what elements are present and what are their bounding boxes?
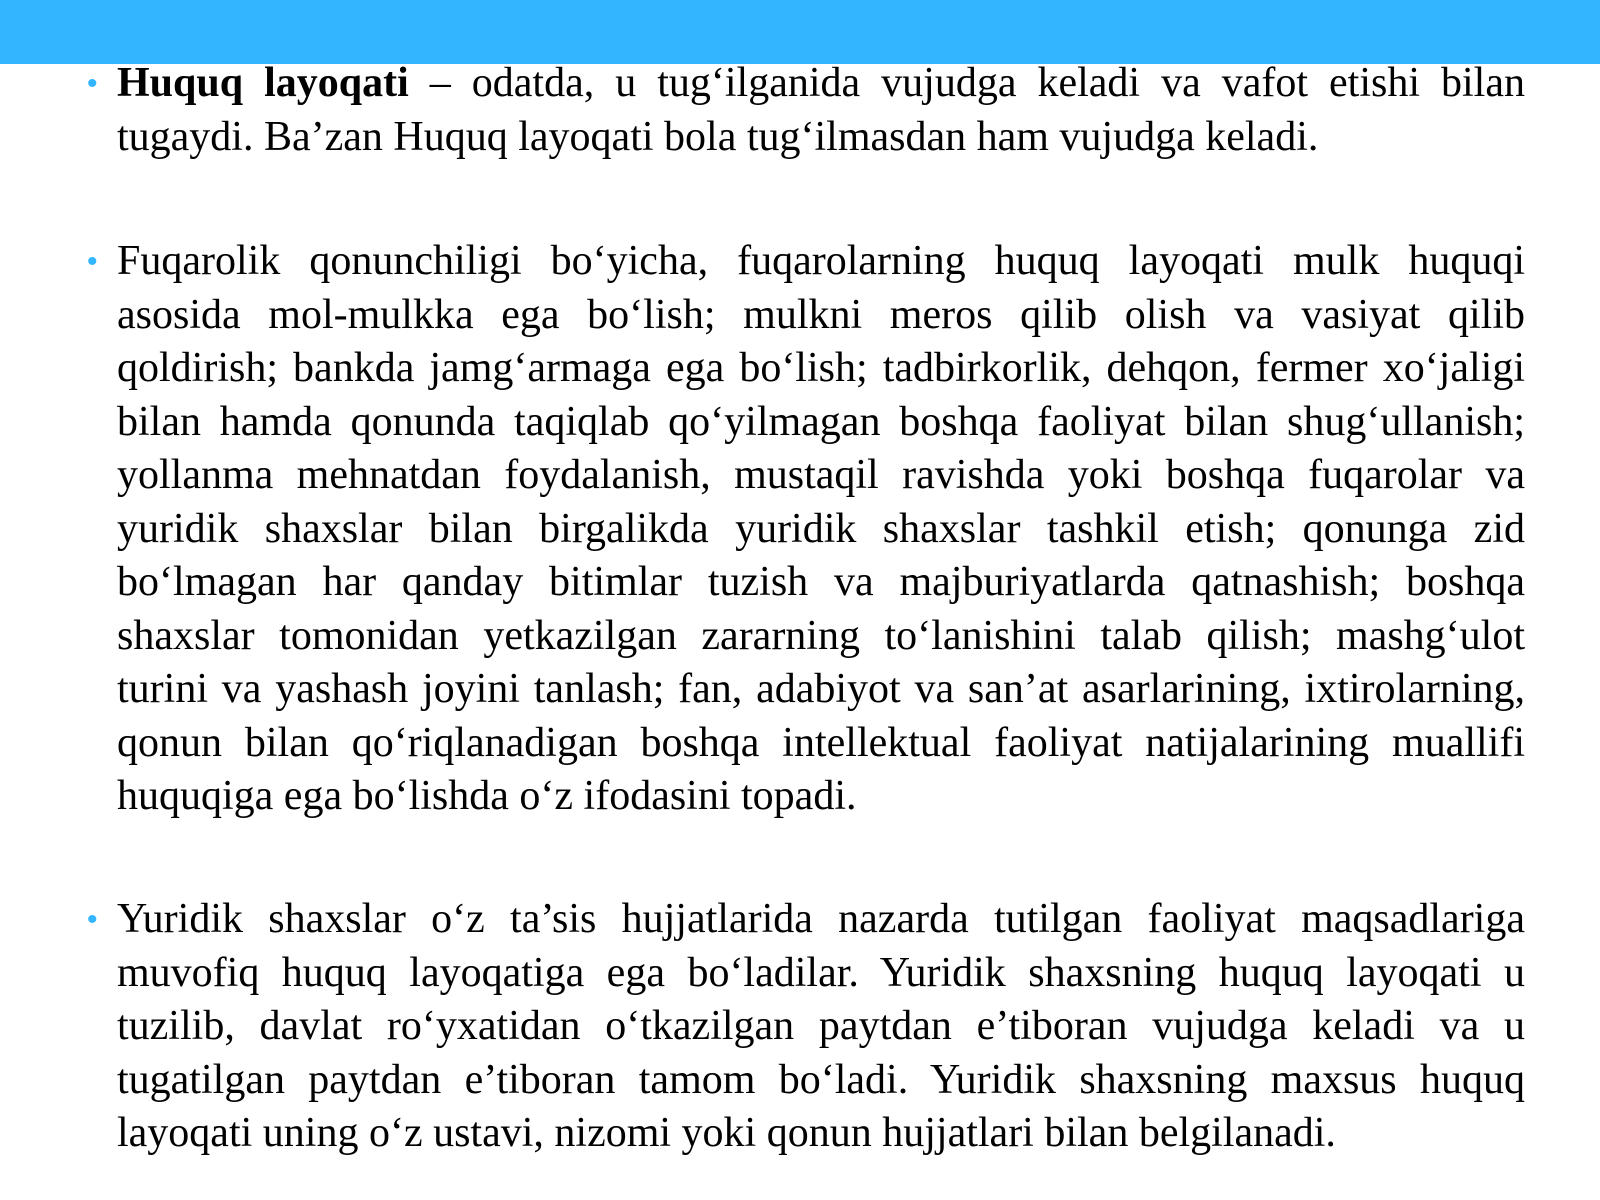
- bullet-icon: •: [87, 903, 98, 936]
- paragraph-text: Fuqarolik qonunchiligi bo‘yicha, fuqarolarning huquq layoqati mulk huquqi asosida mol-mulkka ega bo‘lish; mulkni meros qilib olish va vasiyat qilib qoldirish; bankda jamg‘armaga ega bo‘lish; tadbirkorlik, dehqon, fermer xo‘jaligi bilan hamda qonunda taqiqlab qo‘yilmagan boshqa faoliyat bilan shug‘ullanish; yollanma mehnatdan foydalanish, mustaqil ravishda yoki boshqa fuqarolar va yuridik shaxslar bilan birgalikda yuridik shaxslar tashkil etish; qonunga zid bo‘lmagan har qanday bitimlar tuzish va majburiyatlarda qatnashish; boshqa shaxslar tomonidan yetkazilgan zararning to‘lanishini talab qilish; mashg‘ulot turini va yashash joyini tanlash; fan, adabiyot va san’at asarlarining, ixtirolarning, qonun bilan qo‘riqlanadigan boshqa intellektual faoliyat natijalarining muallifi huquqiga ega bo‘lishda o‘z ifodasini topadi.: [117, 238, 1525, 819]
- bullet-paragraph: [87, 235, 1525, 824]
- bullet-paragraph: [87, 893, 1525, 1161]
- paragraph-text: – odatda, u tug‘ilganida vujudga keladi va vafot etishi bilan tugaydi. Ba’zan Huquq layoqati bola tug‘ilmasdan ham vujudga keladi.: [117, 60, 1525, 160]
- paragraph-text: Yuridik shaxslar o‘z ta’sis hujjatlarida nazarda tutilgan faoliyat maqsadlariga muvofiq huquq layoqatiga ega bo‘ladilar. Yuridik shaxsning huquq layoqati u tuzilib, davlat ro‘yxatidan o‘tkazilgan paytdan e’tiboran vujudga keladi va u tugatilgan paytdan e’tiboran tamom bo‘ladi. Yuridik shaxsning maxsus huquq layoqati uning o‘z ustavi, nizomi yoki qonun hujjatlari bilan belgilanadi.: [117, 896, 1525, 1156]
- bullet-paragraph: [87, 57, 1525, 164]
- bullet-icon: •: [87, 245, 98, 278]
- paragraph-term: Huquq layoqati: [117, 60, 409, 106]
- bullet-icon: •: [87, 67, 98, 100]
